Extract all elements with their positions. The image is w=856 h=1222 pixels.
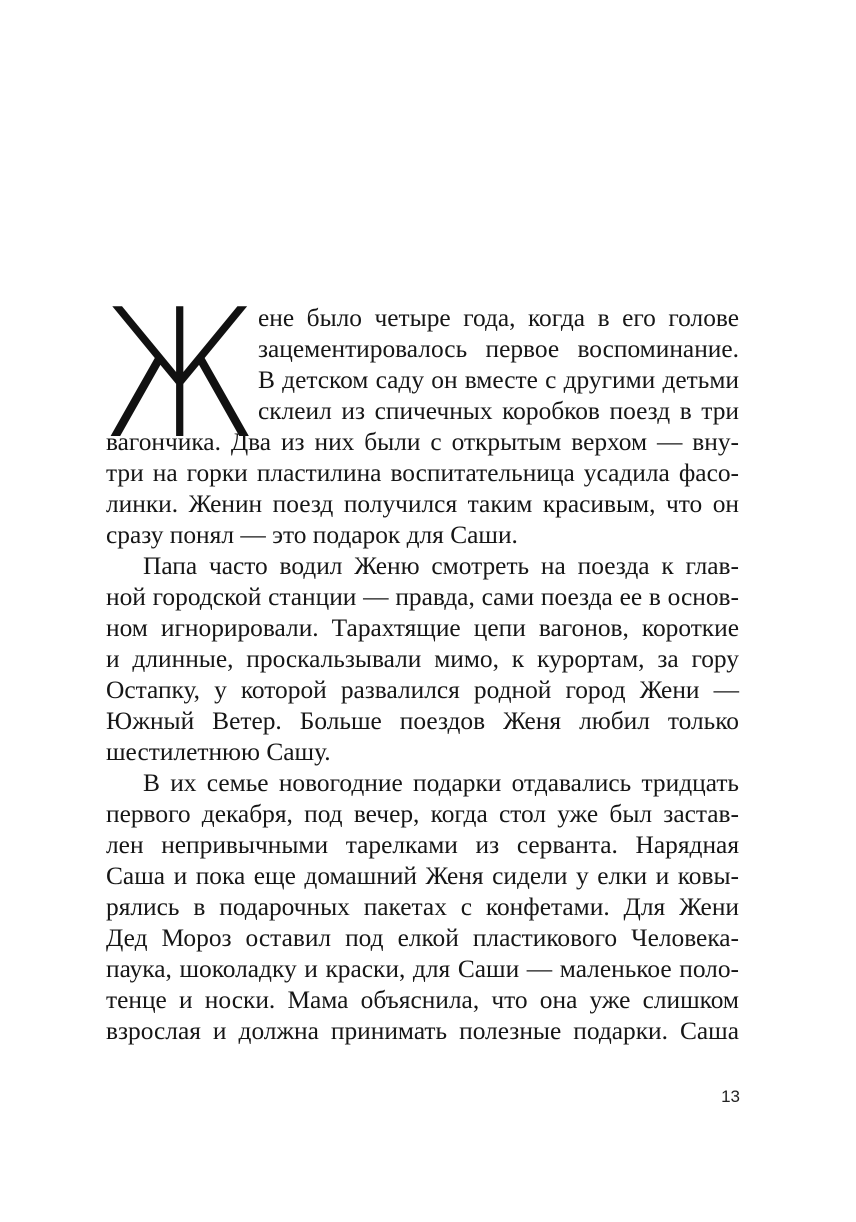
- text-line: шестилетнюю Сашу.: [106, 738, 331, 766]
- text-line: ной городской станции — правда, сами поезда ее в основ-: [106, 583, 739, 611]
- text-line: склеил из спичечных коробков поезд в три: [258, 397, 739, 425]
- text-line: В их семье новогодние подарки отдавались тридцать: [143, 769, 739, 797]
- text-line: рялись в подарочных пакетах с конфетами. Для Жени: [106, 893, 739, 921]
- text-line: линки. Женин поезд получился таким красивым, что он: [106, 490, 739, 518]
- text-line: первого декабря, под вечер, когда стол уже был застав-: [106, 800, 739, 828]
- text-line: В детском саду он вместе с другими детьми: [258, 366, 739, 394]
- text-line: лен непривычными тарелками из серванта. Нарядная: [106, 831, 739, 859]
- text-line: ном игнорировали. Тарахтящие цепи вагонов, короткие: [106, 614, 739, 642]
- text-line: вагончика. Два из них были с открытым верхом — вну-: [106, 428, 739, 456]
- page-number: 13: [721, 1087, 740, 1106]
- text-line: Саша и пока еще домашний Женя сидели у елки и ковы-: [106, 862, 739, 890]
- text-line: Дед Мороз оставил под елкой пластикового Человека-: [106, 924, 739, 952]
- text-line: Южный Ветер. Больше поездов Женя любил только: [106, 707, 739, 735]
- text-line: сразу понял — это подарок для Саши.: [106, 521, 518, 549]
- text-line: ене было четыре года, когда в его голове: [258, 304, 739, 332]
- text-line: зацементировалось первое воспоминание.: [258, 335, 739, 363]
- text-line: три на горки пластилина воспитательница усадила фасо-: [106, 459, 739, 487]
- text-line: тенце и носки. Мама объяснила, что она уже слишком: [106, 986, 739, 1014]
- text-line: и длинные, проскальзывали мимо, к курортам, за гору: [106, 645, 739, 673]
- drop-cap: Ж: [102, 271, 258, 478]
- text-line: Папа часто водил Женю смотреть на поезда к глав-: [143, 552, 739, 580]
- text-line: Остапку, у которой развалился родной город Жени —: [106, 676, 739, 704]
- text-line: паука, шоколадку и краски, для Саши — маленькое поло-: [106, 955, 739, 983]
- text-line: взрослая и должна принимать полезные подарки. Саша: [106, 1017, 739, 1045]
